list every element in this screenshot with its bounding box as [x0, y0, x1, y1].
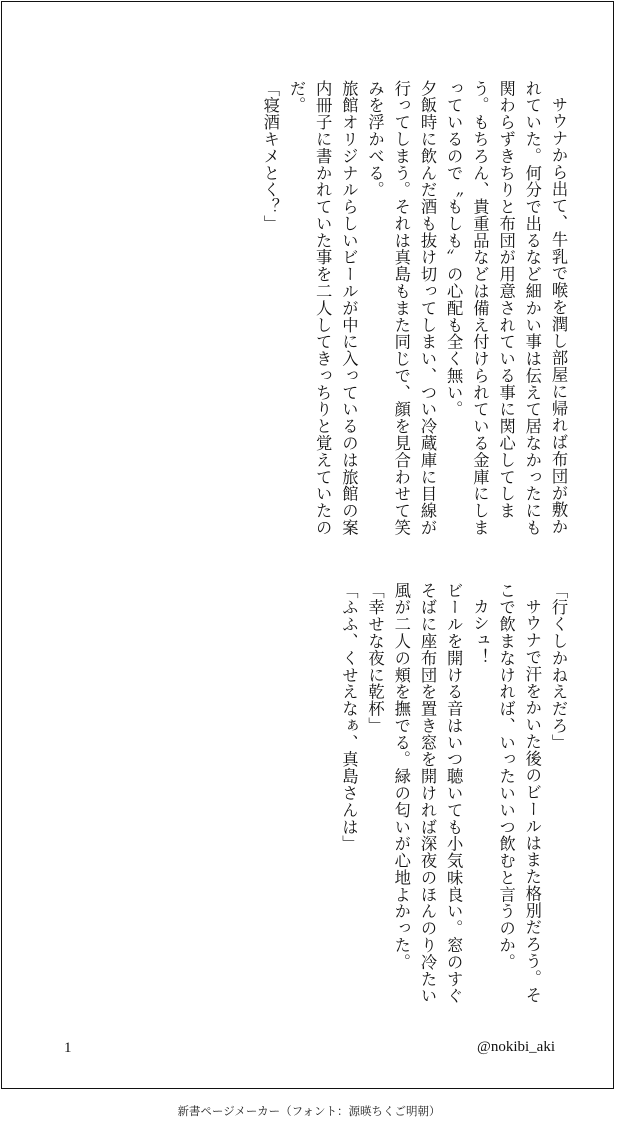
paragraph: 旅館オリジナルらしいビールが中に入っているのは旅館の案内冊子に書かれていた事を二人してきっちりと覚えていたのだ。 — [286, 80, 359, 537]
paragraph: 「寝酒キメとく？」 — [260, 80, 280, 233]
paragraph: 「行くしかねえだろ」 — [549, 582, 568, 751]
paragraph: サウナから出て、牛乳で喉を潤し部屋に帰れば布団が敷かれていた。何分で出るなど細かい事は伝えて居なかったにも関わらずきちりと布団が用意されている事に関心してしまう。もちろん、貴重品などは備え付けられている金庫にしまっているので〝もしも〟の心配も全く無い。 — [444, 80, 568, 537]
paragraph: カシュ！ — [470, 598, 490, 666]
page-number: 1 — [64, 1040, 72, 1056]
lower-text-block — [51, 582, 571, 1012]
paragraph: ビールを開ける音はいつ聴いても小気味良い。窓のすぐそばに座布団を置き窓を開ければ深夜のほんのり冷たい風が二人の頬を撫でる。緑の匂いが心地よかった。 — [391, 582, 464, 1005]
novel-page — [1, 1, 614, 1089]
upper-text-block — [51, 80, 571, 540]
paragraph: 「幸せな夜に乾杯」 — [365, 582, 385, 735]
paragraph: 「ふふ、くせえなぁ、真島さんは」 — [339, 582, 359, 853]
paragraph: サウナで汗をかいた後のビールはまた格別だろう。そこで飲まなければ、いったいいつ飲むと言うのか。 — [496, 582, 542, 1004]
footer-credit: 新書ページメーカー（フォント：源暎ちくご明朝） — [177, 1104, 441, 1118]
paragraph: 夕飯時に飲んだ酒も抜け切ってしまい、つい冷蔵庫に目線が行ってしまう。それは真島もまた同じで、顔を見合わせて笑みを浮かべる。 — [365, 80, 437, 537]
author-handle: @nokibi_aki — [477, 1039, 555, 1055]
